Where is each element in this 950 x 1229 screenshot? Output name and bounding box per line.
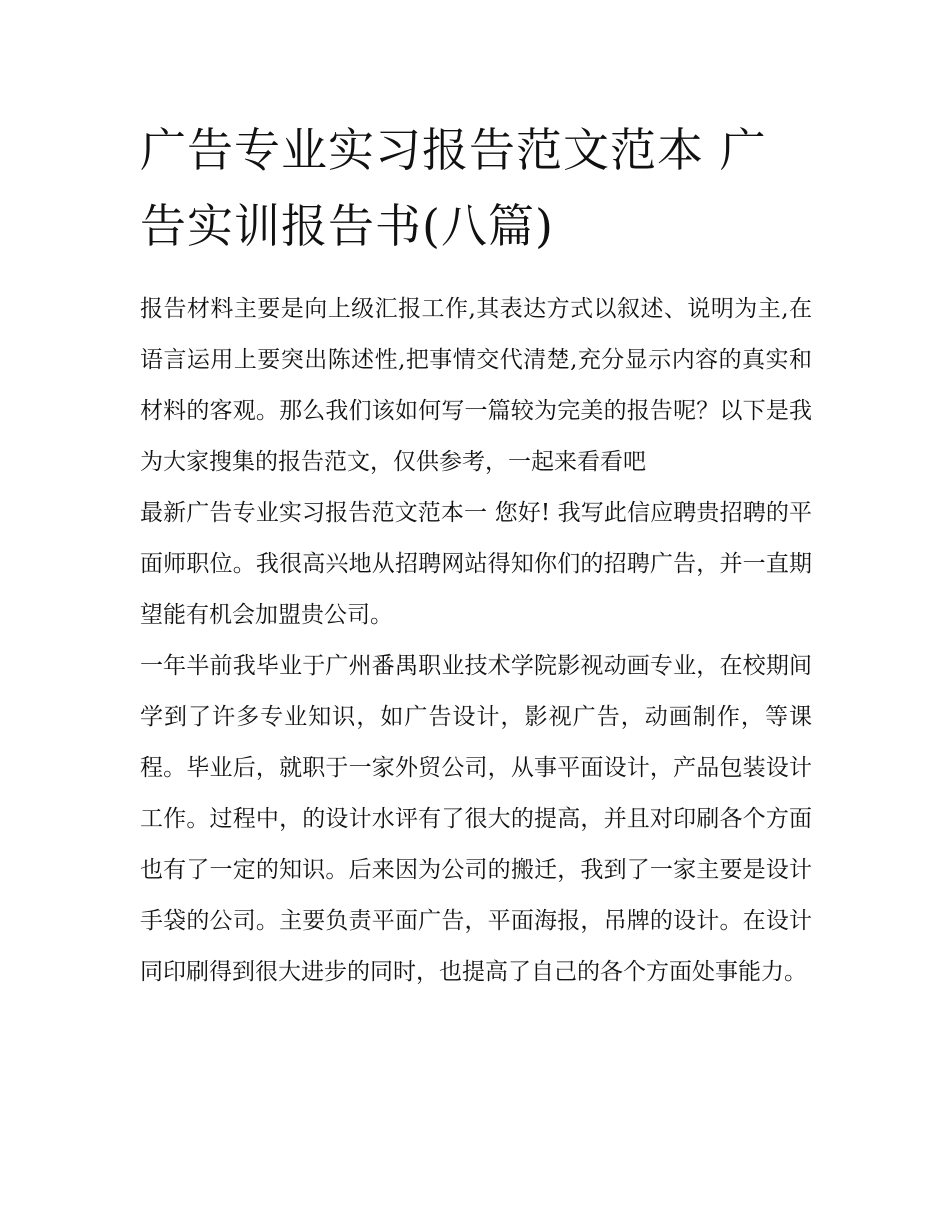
document-title: 广告专业实习报告范文范本 广告实训报告书(八篇)	[140, 123, 767, 253]
intro-paragraph: 报告材料主要是向上级汇报工作,其表达方式以叙述、说明为主,在语言运用上要突出陈述性,把事情交代清楚,充分显示内容的真实和材料的客观。那么我们该如何写一篇较为完美的报告呢？以下是我为大家搜集的报告范文，仅供参考，一起来看看吧	[140, 296, 812, 475]
body-paragraph-2: 一年半前我毕业于广州番禺职业技术学院影视动画专业，在校期间学到了许多专业知识，如广告设计，影视广告，动画制作，等课程。毕业后，就职于一家外贸公司，从事平面设计，产品包装设计工作。过程中，的设计水评有了很大的提高，并且对印刷各个方面也有了一定的知识。后来因为公司的搬迁，我到了一家主要是设计手袋的公司。主要负责平面广告，平面海报，吊牌的设计。在设计同印刷得到很大进步的同时，也提高了自己的各个方面处事能力。	[140, 653, 812, 985]
body-paragraph-1: 最新广告专业实习报告范文范本一 您好! 我写此信应聘贵招聘的平面师职位。我很高兴地从招聘网站得知你们的招聘广告，并一直期望能有机会加盟贵公司。	[140, 500, 812, 628]
document-page	[140, 112, 812, 998]
